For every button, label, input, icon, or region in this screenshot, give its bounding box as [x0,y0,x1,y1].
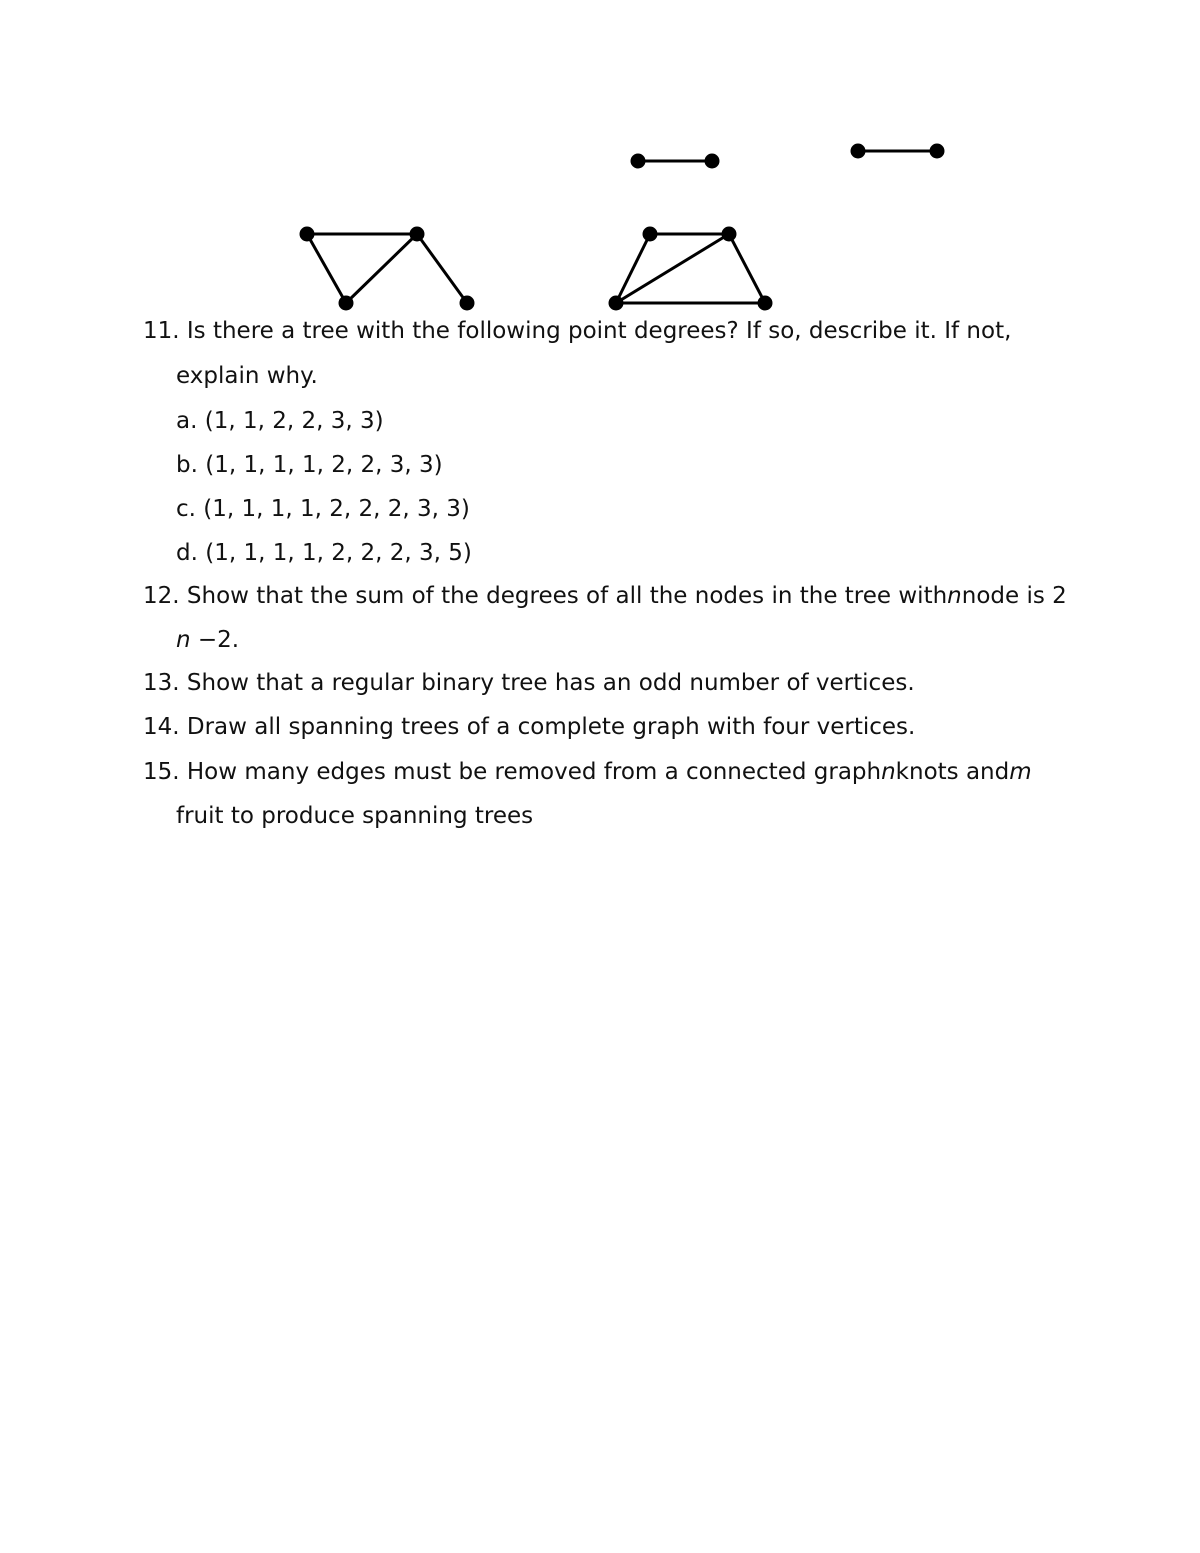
vertex [644,228,656,240]
graph-right [610,228,771,309]
vertex [706,155,718,167]
graph-left [301,228,473,309]
q11-line2: explain why. [176,363,318,389]
q12-line2-text: −2. [190,627,240,653]
graph-segment-1 [632,155,718,167]
q12-text-pre: 12. Show that the sum of the degrees of all the nodes in the tree with [143,583,948,609]
q11-line1: 11. Is there a tree with the following point degrees? If so, describe it. If not, [143,318,1012,344]
q14-line: 14. Draw all spanning trees of a complete graph with four vertices. [143,714,916,740]
q15-text-pre: 15. How many edges must be removed from a connected graph [143,759,882,785]
q15-line1 [143,757,1032,787]
edge [346,234,417,303]
q12-text-post: node is 2 [961,583,1067,609]
q13-line: 13. Show that a regular binary tree has an odd number of vertices. [143,670,915,696]
q11-option-d: d. (1, 1, 1, 1, 2, 2, 2, 3, 5) [176,540,472,566]
edge [417,234,467,303]
edge [729,234,765,303]
vertex [759,297,771,309]
edge [307,234,346,303]
q12-line2-var-n: n [176,627,191,653]
q15-var-m: m [1009,759,1032,785]
q15-text-mid: knots and [895,759,1010,785]
vertex [610,297,622,309]
vertex [852,145,864,157]
graph-segment-2 [852,145,943,157]
graph-figures [0,0,1200,320]
q15-var-n: n [881,759,896,785]
q11-option-b: b. (1, 1, 1, 1, 2, 2, 3, 3) [176,452,443,478]
q12-line2 [176,625,239,655]
vertex [301,228,313,240]
q11-option-a: a. (1, 1, 2, 2, 3, 3) [176,408,384,434]
q12-var-n: n [947,583,962,609]
vertex [931,145,943,157]
vertex [461,297,473,309]
q12-line1 [143,581,1067,611]
q15-line2: fruit to produce spanning trees [176,803,534,829]
vertex [632,155,644,167]
vertex [411,228,423,240]
q11-option-c: c. (1, 1, 1, 1, 2, 2, 2, 3, 3) [176,496,470,522]
vertex [340,297,352,309]
vertex [723,228,735,240]
